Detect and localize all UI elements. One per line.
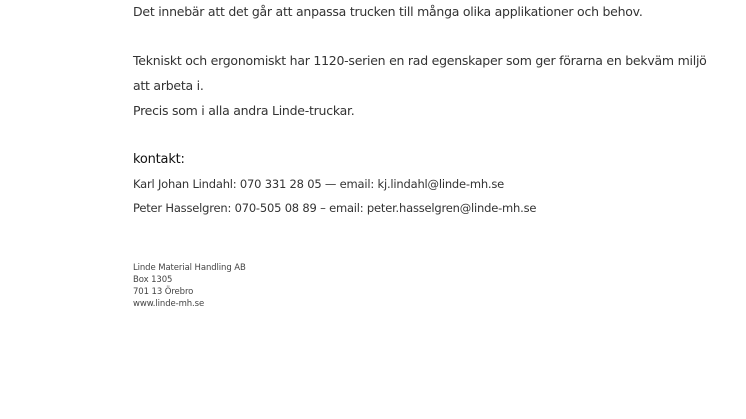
- paragraph-adaptability: Det innebär att det går att anpassa trucken till många olika applikationer och behov.: [133, 4, 643, 19]
- address-city: 701 13 Örebro: [133, 287, 194, 297]
- company-name: Linde Material Handling AB: [133, 263, 246, 273]
- company-website: www.linde-mh.se: [133, 299, 205, 309]
- paragraph-ergonomics-line-2: att arbeta i.: [133, 78, 204, 93]
- contact-person-karl-johan: Karl Johan Lindahl: 070 331 28 05 — email: kj.lindahl@linde-mh.se: [133, 177, 505, 191]
- company-address: [133, 262, 246, 310]
- address-box: Box 1305: [133, 275, 173, 285]
- paragraph-ergonomics-line-1: Tekniskt och ergonomiskt har 1120-serien en rad egenskaper som ger förarna en bekväm miljö: [133, 53, 707, 68]
- contact-person-peter: Peter Hasselgren: 070-505 08 89 – email: peter.hasselgren@linde-mh.se: [133, 201, 537, 215]
- paragraph-linde-trucks: Precis som i alla andra Linde-truckar.: [133, 103, 355, 118]
- contact-heading: kontakt:: [133, 152, 185, 167]
